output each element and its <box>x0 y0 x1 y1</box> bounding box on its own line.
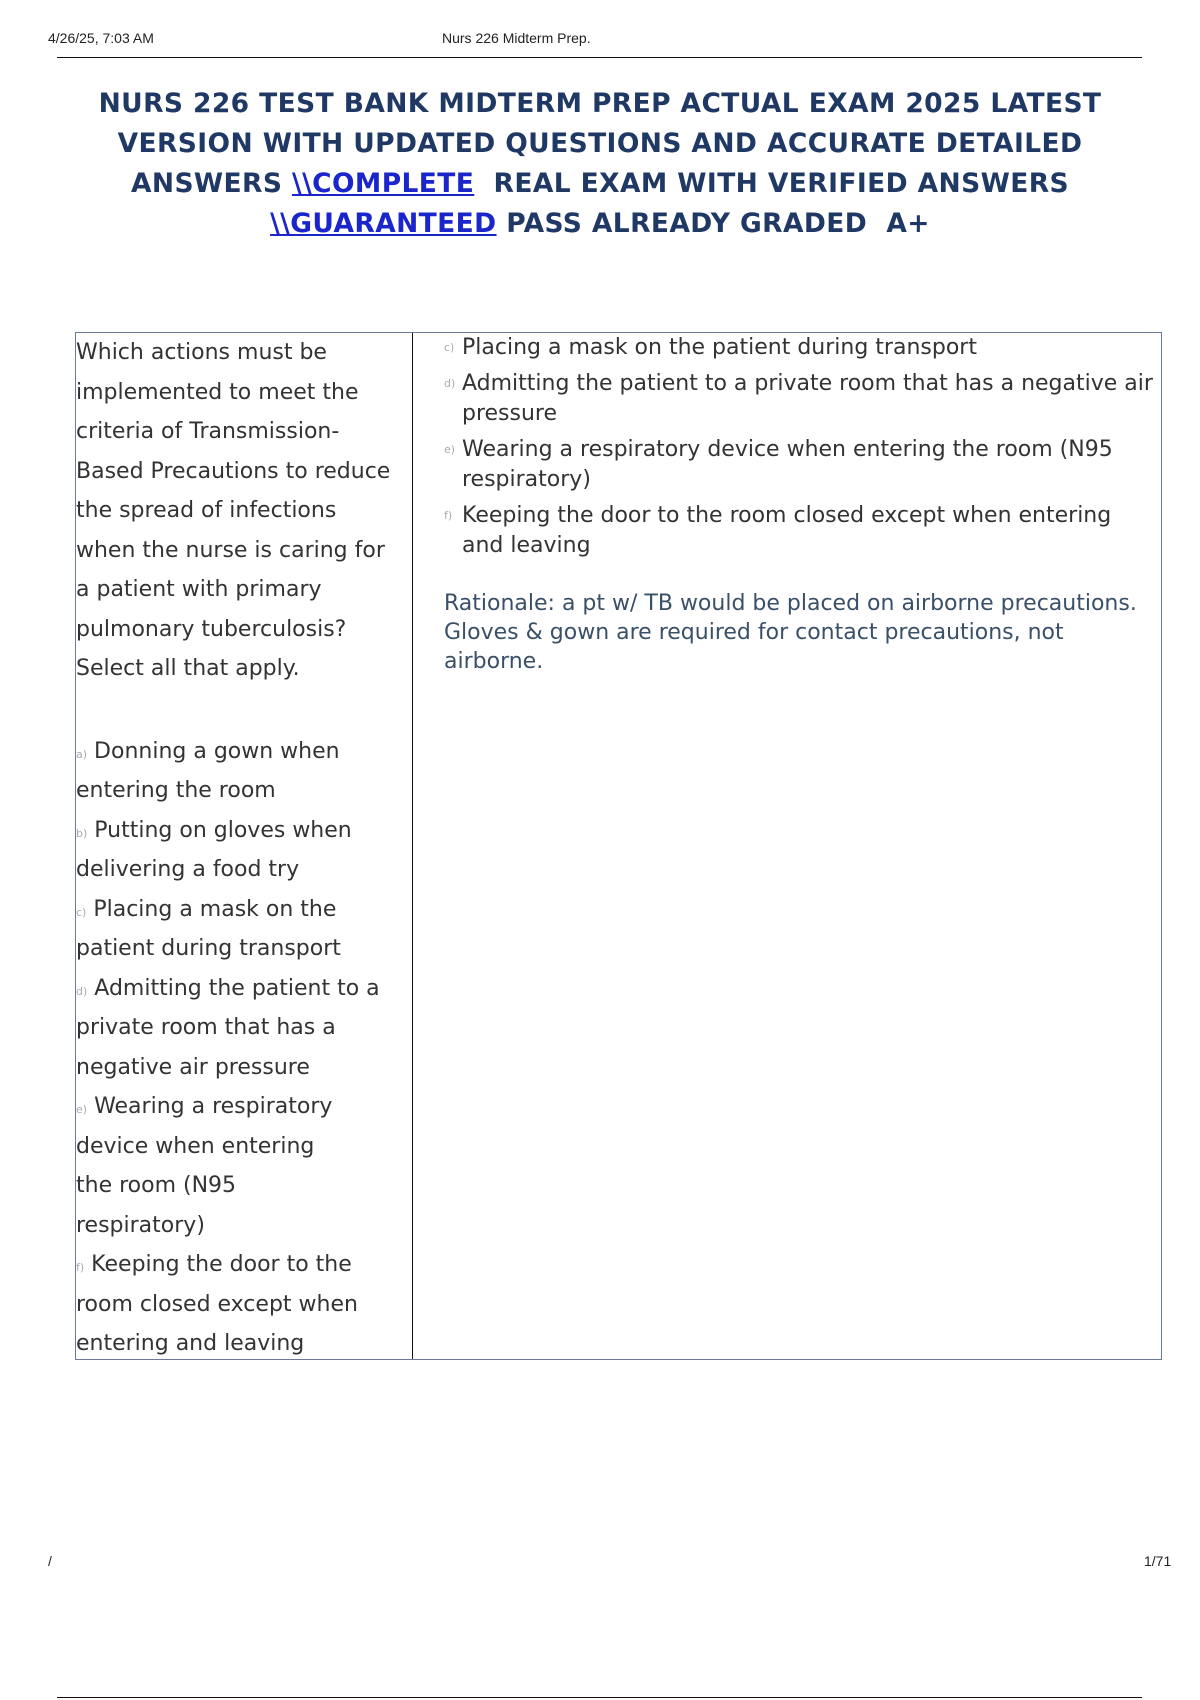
option-marker: d) <box>444 377 456 390</box>
option-marker: c) <box>444 341 455 354</box>
answer-option-text: Placing a mask on the patient during transport <box>462 335 977 360</box>
document-title <box>80 84 1120 244</box>
question-line: when the nurse is caring for <box>76 537 385 563</box>
question-line: Which actions must be <box>76 340 327 365</box>
question-line: a patient with primary <box>76 577 322 602</box>
option-marker: f) <box>76 1261 85 1274</box>
complete-link[interactable]: \\COMPLETE <box>291 168 475 199</box>
question-line: Select all that apply. <box>76 656 300 681</box>
footer-rule <box>57 1697 1142 1698</box>
header-rule <box>57 57 1142 58</box>
option-marker: f) <box>444 509 453 522</box>
answer-option-text: Keeping the door to the room closed except when entering and leaving <box>462 503 1112 558</box>
question-line: the spread of infections <box>76 498 337 523</box>
title-line-4: \\GUARANTEED PASS ALREADY GRADED A+ <box>270 208 930 239</box>
footer-path: / <box>48 1553 52 1569</box>
question-option-b: b) Putting on gloves when delivering a food try <box>76 817 352 882</box>
answer-cell <box>444 333 1156 676</box>
page-number: 1/71 <box>1144 1553 1172 1569</box>
answer-option-text: Wearing a respiratory device when entering the room (N95 respiratory) <box>462 437 1113 492</box>
question-cell <box>76 333 406 1364</box>
title-line-3: ANSWERS \\COMPLETE REAL EXAM WITH VERIFIED ANSWERS <box>130 168 1070 199</box>
question-line: Based Precautions to reduce <box>76 458 391 484</box>
guaranteed-link[interactable]: \\GUARANTEED <box>270 208 497 239</box>
option-marker: e) <box>76 1103 88 1116</box>
print-date: 4/26/25, 7:03 AM <box>48 30 154 46</box>
title-line-2: VERSION WITH UPDATED QUESTIONS AND ACCURATE DETAILED <box>117 128 1083 159</box>
option-marker: e) <box>444 443 456 456</box>
answer-option-f <box>444 501 1156 561</box>
question-line: implemented to meet the <box>76 379 359 405</box>
flashcard-table <box>75 332 1162 1360</box>
question-option-c: c) Placing a mask on the patient during transport <box>76 896 341 961</box>
option-marker: d) <box>76 984 88 998</box>
question-option-a: a) Donning a gown when entering the room <box>76 738 340 803</box>
answer-option-c <box>444 333 1156 363</box>
option-marker: c) <box>76 905 87 919</box>
answer-option-d <box>444 369 1156 429</box>
answer-option-e <box>444 435 1156 495</box>
column-divider <box>412 333 413 1359</box>
question-line: criteria of Transmission- <box>76 419 340 444</box>
print-title: Nurs 226 Midterm Prep. <box>442 30 591 46</box>
question-option-f: f) Keeping the door to the room closed except when entering and leaving <box>76 1252 358 1356</box>
option-marker: b) <box>76 826 88 840</box>
question-option-d: d) Admitting the patient to a private room that has a negative air pressure <box>76 975 380 1080</box>
question-option-e: e) Wearing a respiratory device when entering the room (N95 respiratory) <box>76 1094 333 1238</box>
title-line-1: NURS 226 TEST BANK MIDTERM PREP ACTUAL EXAM 2025 LATEST <box>98 88 1102 119</box>
option-marker: a) <box>76 747 88 761</box>
question-line: pulmonary tuberculosis? <box>76 616 347 642</box>
rationale-text: Rationale: a pt w/ TB would be placed on airborne precautions. Gloves & gown are required for contact precautions, not airborne. <box>444 591 1137 674</box>
answer-option-text: Admitting the patient to a private room that has a negative air pressure <box>462 371 1153 426</box>
